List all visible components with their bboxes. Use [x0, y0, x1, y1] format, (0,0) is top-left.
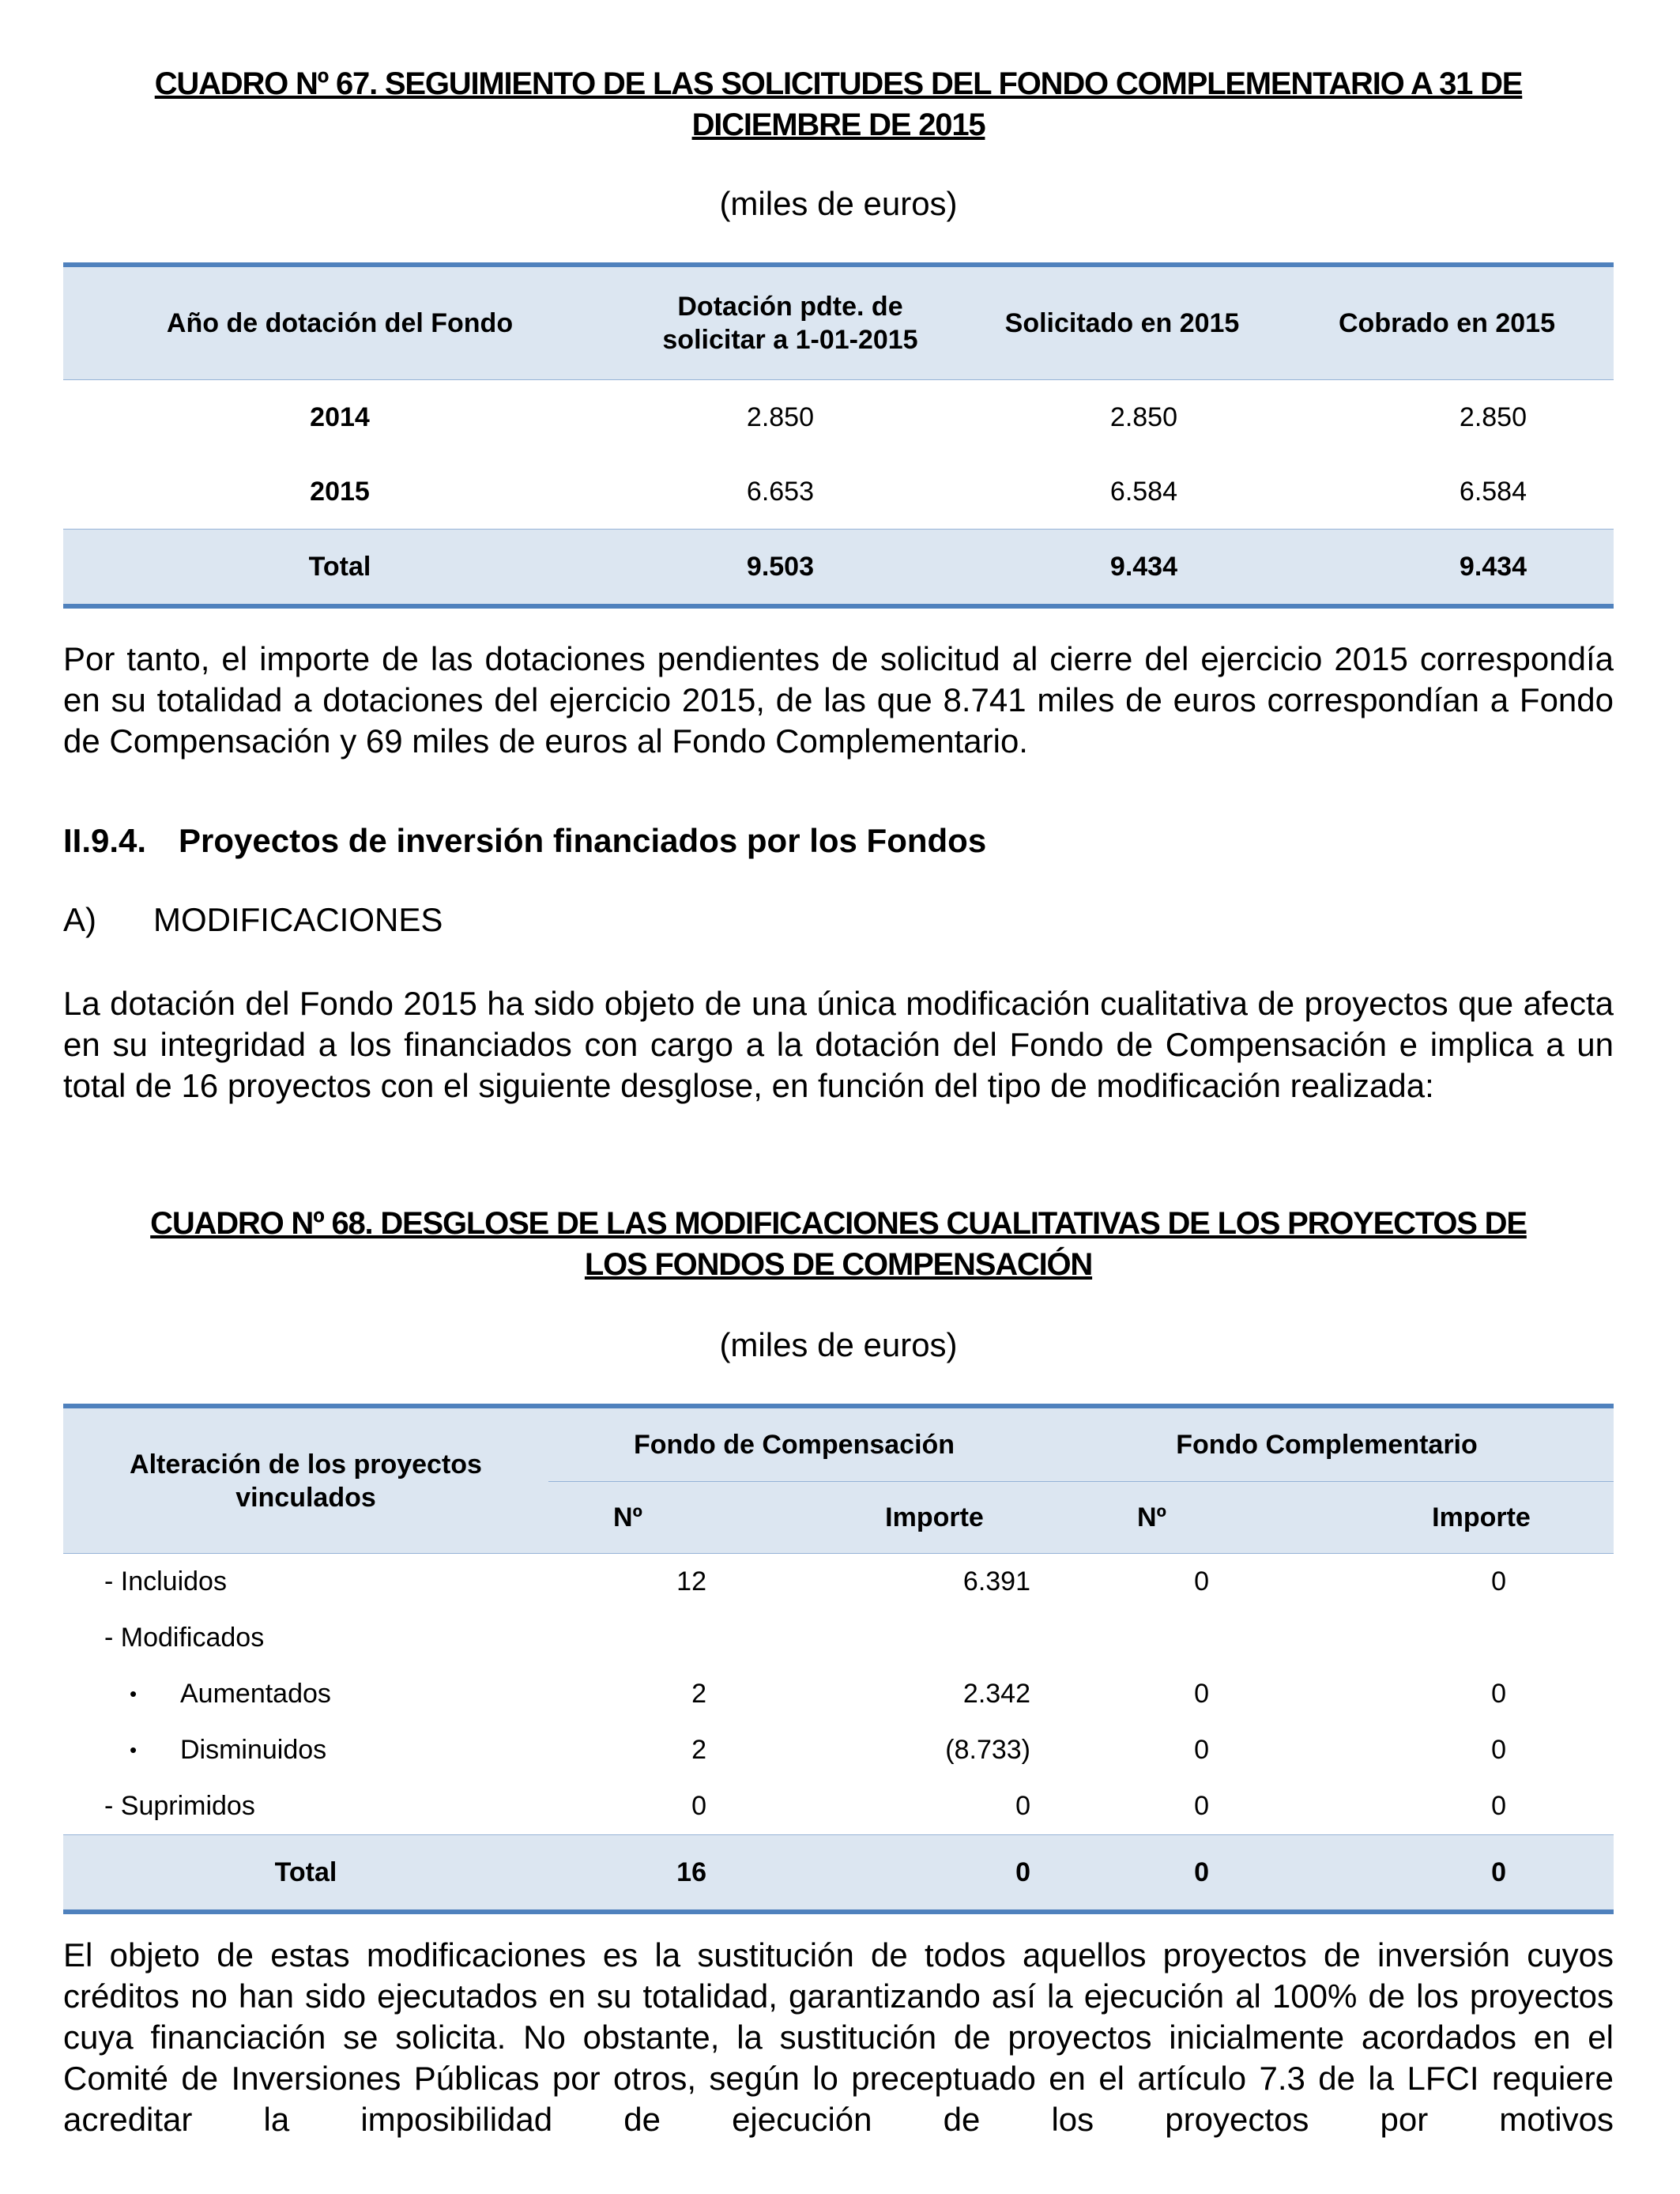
cuadro68-table [63, 1404, 1614, 1914]
section-heading: II.9.4. Proyectos de inversión financiados por los Fondos [63, 822, 987, 859]
header-fondo-complementario: Fondo Complementario [1040, 1406, 1614, 1482]
header-cobrado: Cobrado en 2015 [1280, 265, 1614, 380]
table-header-row [63, 265, 1614, 380]
header-fcomp-n: Nº [1040, 1482, 1318, 1554]
header-anio: Año de dotación del Fondo [63, 265, 616, 380]
cuadro67-table [63, 262, 1614, 609]
paragraph-3: El objeto de estas modificaciones es la sustitución de todos aquellos proyectos de inversión cuyos créditos no han sido ejecutados en su totalidad, garantizando así la ejecución al 100% de los proyectos cuya financiación se solicita. No obstante, la sustitución de proyectos inicialmente acordados en el Comité de Inversiones Públicas por otros, según lo preceptuado en el artículo 7.3 de la LFCI requiere acreditar la imposibilidad de ejecución de los proyectos por motivos [63, 1936, 1614, 2138]
table-total-row: Total 9.503 9.434 9.434 [63, 530, 1614, 607]
table-total-row: Total 16 0 0 0 [63, 1835, 1614, 1913]
cuadro67-units: (miles de euros) [719, 185, 958, 222]
paragraph-1: Por tanto, el importe de las dotaciones pendientes de solicitud al cierre del ejercicio 2015 correspondía en su totalidad a dotaciones del ejercicio 2015, de las que 8.741 miles de euros correspondían a Fondo de Compensación y 69 miles de euros al Fondo Complementario. [63, 640, 1614, 760]
table-row: • Disminuidos 2 (8.733) 0 0 [130, 1735, 1506, 1765]
table-row: 2015 6.653 6.584 6.584 [310, 476, 1527, 507]
cuadro68-units: (miles de euros) [719, 1326, 958, 1363]
cuadro67-title: CUADRO Nº 67. SEGUIMIENTO DE LAS SOLICITUDES DEL FONDO COMPLEMENTARIO A 31 DE DICIEMBRE DE 2015 [154, 66, 1523, 142]
header-fcomp-importe: Importe [1318, 1482, 1614, 1554]
table-row: - Suprimidos 0 0 0 0 [104, 1791, 1506, 1821]
table-row: 2014 2.850 2.850 2.850 [310, 401, 1527, 432]
header-pendiente: Dotación pdte. de solicitar a 1-01-2015 [616, 265, 964, 380]
header-fondo-compensacion: Fondo de Compensación [548, 1406, 1040, 1482]
subsection-heading: A) MODIFICACIONES [63, 901, 443, 938]
table-row: - Modificados [104, 1623, 265, 1653]
header-fc-importe: Importe [782, 1482, 1040, 1554]
bullet-icon: • [130, 1738, 137, 1762]
table-row: • Aumentados 2 2.342 0 0 [130, 1679, 1506, 1709]
table-header-row [63, 1406, 1614, 1482]
bullet-icon: • [130, 1682, 137, 1706]
header-fc-n: Nº [548, 1482, 782, 1554]
header-solicitado: Solicitado en 2015 [964, 265, 1280, 380]
header-alteracion: Alteración de los proyectos vinculados [63, 1406, 548, 1554]
cuadro68-title: CUADRO Nº 68. DESGLOSE DE LAS MODIFICACIONES CUALITATIVAS DE LOS PROYECTOS DE LOS FONDOS DE COMPENSACIÓN [150, 1206, 1527, 1282]
table-row: - Incluidos 12 6.391 0 0 [104, 1566, 1506, 1596]
paragraph-2: La dotación del Fondo 2015 ha sido objeto de una única modificación cualitativa de proyectos que afecta en su integridad a los financiados con cargo a la dotación del Fondo de Compensación e implica a un total de 16 proyectos con el siguiente desglose, en función del tipo de modificación realizada: [63, 985, 1614, 1104]
